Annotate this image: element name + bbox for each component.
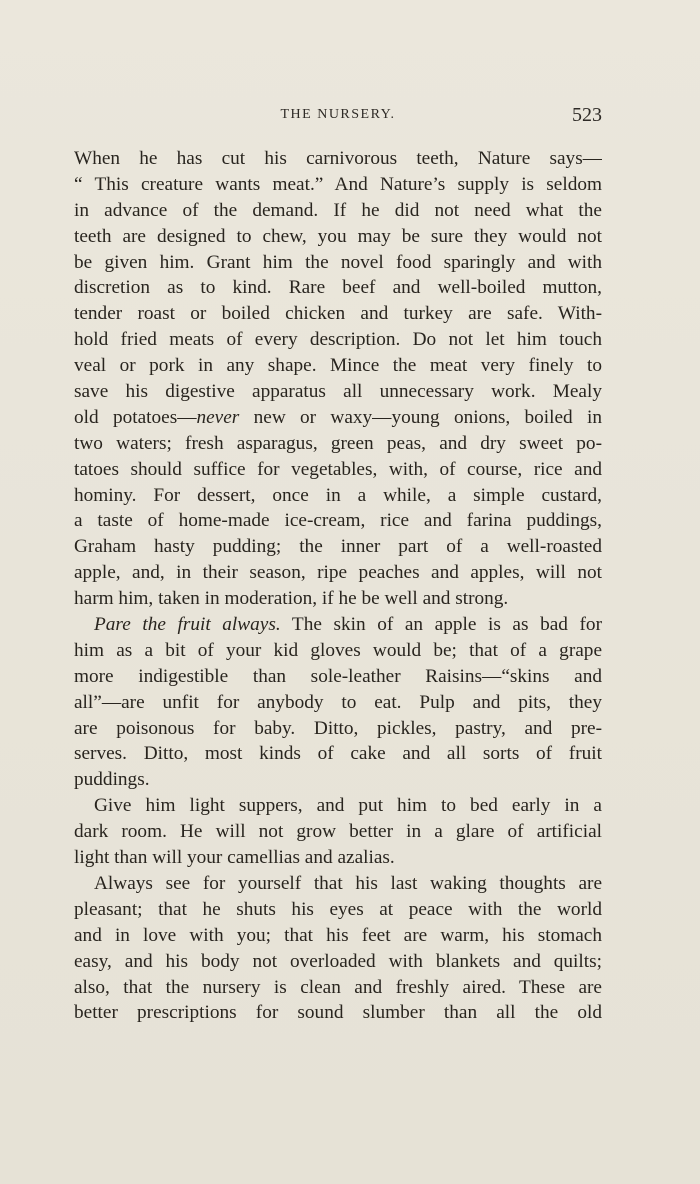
text-line: more indigestible than sole-leather Raisins—“skins and [74, 665, 602, 687]
text-line: When he has cut his carnivorous teeth, Nature says— [74, 148, 602, 169]
text-line: also, that the nursery is clean and freshly aired. These are [74, 976, 602, 998]
text-line: veal or pork in any shape. Mince the meat very finely to [74, 355, 602, 377]
text-run: The skin of an apple is as bad for [280, 614, 602, 636]
text-line: dark room. He will not grow better in a glare of artificial [74, 821, 602, 843]
text-line: are poisonous for baby. Ditto, pickles, pastry, and pre- [74, 717, 602, 739]
text-line: light than will your camellias and azalias. [74, 847, 395, 869]
running-head [74, 104, 602, 128]
text-line: Graham hasty pudding; the inner part of a well-roasted [74, 536, 602, 558]
text-line: “ This creature wants meat.” And Nature’s supply is seldom [74, 173, 602, 195]
text-line: Always see for yourself that his last waking thoughts are [94, 872, 602, 894]
text-line: hominy. For dessert, once in a while, a simple custard, [74, 484, 602, 506]
text-line: better prescriptions for sound slumber than all the old [74, 1002, 602, 1024]
text-line: teeth are designed to chew, you may be sure they would not [74, 225, 602, 247]
text-line: and in love with you; that his feet are warm, his stomach [74, 924, 602, 946]
text-line: in advance of the demand. If he did not need what the [74, 199, 602, 221]
text-line: Give him light suppers, and put him to bed early in a [94, 795, 602, 817]
text-line: two waters; fresh asparagus, green peas, and dry sweet po- [74, 432, 602, 454]
page-number: 523 [572, 104, 602, 126]
text-line: save his digestive apparatus all unnecessary work. Mealy [74, 381, 602, 403]
text-run: new or waxy—young onions, boiled in [239, 406, 602, 428]
text-line [74, 612, 602, 638]
text-line: harm him, taken in moderation, if he be well and strong. [74, 588, 509, 610]
text-line: all”—are unfit for anybody to eat. Pulp and pits, they [74, 691, 602, 713]
text-line: tatoes should suffice for vegetables, with, of course, rice and [74, 458, 602, 480]
text-line: apple, and, in their season, ripe peaches and apples, will not [74, 562, 602, 584]
text-line: puddings. [74, 769, 150, 791]
text-line: easy, and his body not overloaded with blankets and quilts; [74, 950, 602, 972]
text-line: hold fried meats of every description. Do not let him touch [74, 329, 602, 351]
running-title: THE NURSERY. [280, 107, 396, 122]
text-line: a taste of home-made ice-cream, rice and farina puddings, [74, 510, 602, 532]
emphasis-pare-the-fruit: Pare the fruit always. [94, 614, 281, 636]
body-text [74, 146, 602, 1026]
text-line: serves. Ditto, most kinds of cake and all sorts of fruit [74, 743, 602, 765]
text-line [74, 405, 602, 431]
text-line: be given him. Grant him the novel food sparingly and with [74, 251, 602, 273]
text-run: old potatoes— [74, 406, 197, 428]
text-line: tender roast or boiled chicken and turkey are safe. With- [74, 303, 602, 325]
text-line: pleasant; that he shuts his eyes at peace with the world [74, 898, 602, 920]
emphasis-never: never [196, 406, 240, 428]
text-line: him as a bit of your kid gloves would be; that of a grape [74, 639, 602, 661]
text-line: discretion as to kind. Rare beef and well-boiled mutton, [74, 277, 602, 299]
